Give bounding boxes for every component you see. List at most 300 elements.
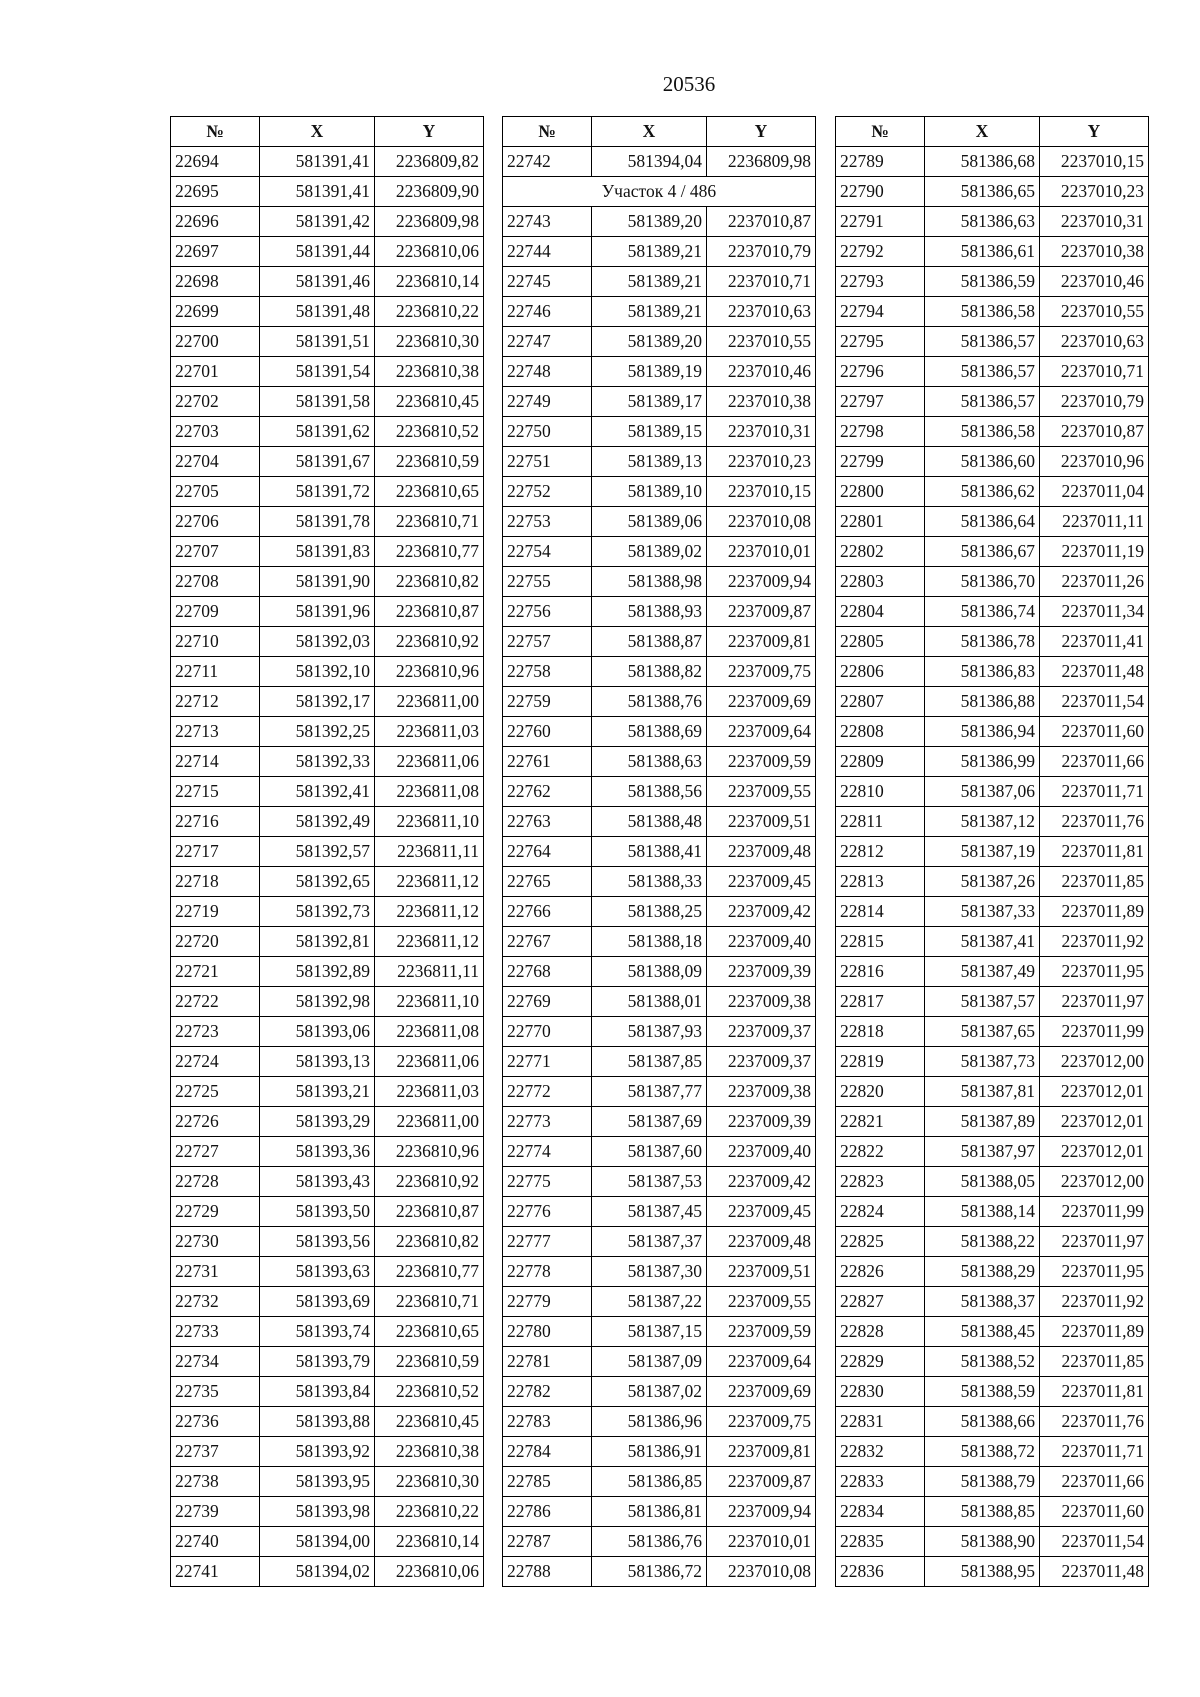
table-row xyxy=(171,1527,484,1557)
table-header-row xyxy=(171,117,484,147)
table-row xyxy=(503,1347,816,1377)
y-coordinate-cell: 2236810,06 xyxy=(375,1557,484,1587)
table-row xyxy=(503,687,816,717)
table-row xyxy=(836,1227,1149,1257)
table-row xyxy=(171,1287,484,1317)
x-coordinate-cell: 581387,19 xyxy=(925,837,1040,867)
x-coordinate-cell: 581392,33 xyxy=(260,747,375,777)
x-coordinate-cell: 581392,41 xyxy=(260,777,375,807)
x-coordinate-cell: 581393,98 xyxy=(260,1497,375,1527)
x-coordinate-cell: 581386,68 xyxy=(925,147,1040,177)
point-number-cell: 22799 xyxy=(836,447,925,477)
y-coordinate-cell: 2237010,55 xyxy=(1040,297,1149,327)
x-coordinate-cell: 581388,76 xyxy=(592,687,707,717)
y-coordinate-cell: 2236810,65 xyxy=(375,477,484,507)
y-coordinate-cell: 2237009,42 xyxy=(707,897,816,927)
point-number-cell: 22787 xyxy=(503,1527,592,1557)
point-number-cell: 22709 xyxy=(171,597,260,627)
y-coordinate-cell: 2236810,06 xyxy=(375,237,484,267)
x-coordinate-cell: 581388,01 xyxy=(592,987,707,1017)
y-coordinate-cell: 2237009,59 xyxy=(707,1317,816,1347)
table-row xyxy=(171,357,484,387)
x-coordinate-cell: 581393,50 xyxy=(260,1197,375,1227)
y-coordinate-cell: 2237009,48 xyxy=(707,1227,816,1257)
table-row xyxy=(503,867,816,897)
x-coordinate-cell: 581386,64 xyxy=(925,507,1040,537)
table-row xyxy=(836,807,1149,837)
table-row xyxy=(503,297,816,327)
point-number-cell: 22834 xyxy=(836,1497,925,1527)
y-coordinate-cell: 2236810,52 xyxy=(375,417,484,447)
point-number-cell: 22808 xyxy=(836,717,925,747)
y-coordinate-cell: 2236811,10 xyxy=(375,987,484,1017)
table-row xyxy=(503,477,816,507)
point-number-cell: 22815 xyxy=(836,927,925,957)
y-coordinate-cell: 2237011,48 xyxy=(1040,657,1149,687)
x-coordinate-cell: 581387,26 xyxy=(925,867,1040,897)
x-coordinate-cell: 581392,73 xyxy=(260,897,375,927)
point-number-cell: 22771 xyxy=(503,1047,592,1077)
y-coordinate-cell: 2236810,77 xyxy=(375,1257,484,1287)
point-number-cell: 22736 xyxy=(171,1407,260,1437)
y-coordinate-cell: 2237010,08 xyxy=(707,1557,816,1587)
point-number-cell: 22724 xyxy=(171,1047,260,1077)
y-coordinate-cell: 2236811,12 xyxy=(375,867,484,897)
point-number-cell: 22756 xyxy=(503,597,592,627)
table-row xyxy=(503,837,816,867)
x-coordinate-cell: 581392,89 xyxy=(260,957,375,987)
y-coordinate-cell: 2237011,60 xyxy=(1040,717,1149,747)
x-coordinate-cell: 581391,90 xyxy=(260,567,375,597)
table-row xyxy=(503,1377,816,1407)
x-coordinate-cell: 581387,12 xyxy=(925,807,1040,837)
x-coordinate-cell: 581389,06 xyxy=(592,507,707,537)
section-row xyxy=(503,177,816,207)
point-number-cell: 22828 xyxy=(836,1317,925,1347)
x-coordinate-cell: 581389,21 xyxy=(592,297,707,327)
table-row xyxy=(503,1557,816,1587)
x-coordinate-cell: 581386,62 xyxy=(925,477,1040,507)
header-number: № xyxy=(836,117,925,147)
point-number-cell: 22786 xyxy=(503,1497,592,1527)
table-row xyxy=(171,927,484,957)
y-coordinate-cell: 2236810,22 xyxy=(375,297,484,327)
y-coordinate-cell: 2236810,92 xyxy=(375,627,484,657)
x-coordinate-cell: 581391,96 xyxy=(260,597,375,627)
y-coordinate-cell: 2237010,01 xyxy=(707,537,816,567)
table-row xyxy=(503,1167,816,1197)
point-number-cell: 22781 xyxy=(503,1347,592,1377)
coordinates-table-left xyxy=(170,116,484,1587)
y-coordinate-cell: 2237010,15 xyxy=(1040,147,1149,177)
point-number-cell: 22734 xyxy=(171,1347,260,1377)
table-row xyxy=(503,1437,816,1467)
table-row xyxy=(171,1017,484,1047)
point-number-cell: 22754 xyxy=(503,537,592,567)
table-row xyxy=(171,237,484,267)
x-coordinate-cell: 581389,20 xyxy=(592,207,707,237)
table-row xyxy=(171,987,484,1017)
y-coordinate-cell: 2237010,87 xyxy=(707,207,816,237)
table-row xyxy=(171,1107,484,1137)
table-header-row xyxy=(503,117,816,147)
y-coordinate-cell: 2237011,76 xyxy=(1040,1407,1149,1437)
table-row xyxy=(836,897,1149,927)
point-number-cell: 22742 xyxy=(503,147,592,177)
table-row xyxy=(836,597,1149,627)
y-coordinate-cell: 2237011,71 xyxy=(1040,1437,1149,1467)
point-number-cell: 22758 xyxy=(503,657,592,687)
table-row xyxy=(171,597,484,627)
point-number-cell: 22711 xyxy=(171,657,260,687)
x-coordinate-cell: 581388,79 xyxy=(925,1467,1040,1497)
point-number-cell: 22703 xyxy=(171,417,260,447)
table-row xyxy=(503,657,816,687)
y-coordinate-cell: 2237011,85 xyxy=(1040,1347,1149,1377)
y-coordinate-cell: 2237011,99 xyxy=(1040,1197,1149,1227)
table-row xyxy=(503,927,816,957)
point-number-cell: 22760 xyxy=(503,717,592,747)
y-coordinate-cell: 2237009,40 xyxy=(707,1137,816,1167)
y-coordinate-cell: 2237009,55 xyxy=(707,777,816,807)
x-coordinate-cell: 581386,72 xyxy=(592,1557,707,1587)
x-coordinate-cell: 581387,45 xyxy=(592,1197,707,1227)
point-number-cell: 22737 xyxy=(171,1437,260,1467)
x-coordinate-cell: 581386,63 xyxy=(925,207,1040,237)
x-coordinate-cell: 581387,22 xyxy=(592,1287,707,1317)
x-coordinate-cell: 581387,93 xyxy=(592,1017,707,1047)
y-coordinate-cell: 2237009,64 xyxy=(707,1347,816,1377)
point-number-cell: 22789 xyxy=(836,147,925,177)
x-coordinate-cell: 581386,65 xyxy=(925,177,1040,207)
y-coordinate-cell: 2237010,55 xyxy=(707,327,816,357)
table-row xyxy=(171,147,484,177)
point-number-cell: 22716 xyxy=(171,807,260,837)
x-coordinate-cell: 581387,06 xyxy=(925,777,1040,807)
y-coordinate-cell: 2236810,14 xyxy=(375,267,484,297)
table-row xyxy=(171,1467,484,1497)
x-coordinate-cell: 581391,58 xyxy=(260,387,375,417)
table-row xyxy=(503,327,816,357)
point-number-cell: 22694 xyxy=(171,147,260,177)
x-coordinate-cell: 581392,81 xyxy=(260,927,375,957)
point-number-cell: 22712 xyxy=(171,687,260,717)
x-coordinate-cell: 581387,89 xyxy=(925,1107,1040,1137)
y-coordinate-cell: 2237010,31 xyxy=(707,417,816,447)
point-number-cell: 22831 xyxy=(836,1407,925,1437)
table-row xyxy=(836,717,1149,747)
table-row xyxy=(171,687,484,717)
point-number-cell: 22759 xyxy=(503,687,592,717)
coordinates-table-middle xyxy=(502,116,816,1587)
table-row xyxy=(836,267,1149,297)
point-number-cell: 22836 xyxy=(836,1557,925,1587)
point-number-cell: 22764 xyxy=(503,837,592,867)
table-row xyxy=(836,207,1149,237)
point-number-cell: 22707 xyxy=(171,537,260,567)
x-coordinate-cell: 581386,99 xyxy=(925,747,1040,777)
y-coordinate-cell: 2237009,59 xyxy=(707,747,816,777)
table-row xyxy=(836,1527,1149,1557)
table-row xyxy=(836,1137,1149,1167)
point-number-cell: 22820 xyxy=(836,1077,925,1107)
x-coordinate-cell: 581386,58 xyxy=(925,417,1040,447)
table-row xyxy=(836,1557,1149,1587)
table-row xyxy=(503,537,816,567)
point-number-cell: 22765 xyxy=(503,867,592,897)
point-number-cell: 22809 xyxy=(836,747,925,777)
x-coordinate-cell: 581388,63 xyxy=(592,747,707,777)
point-number-cell: 22795 xyxy=(836,327,925,357)
table-row xyxy=(836,417,1149,447)
y-coordinate-cell: 2237011,34 xyxy=(1040,597,1149,627)
y-coordinate-cell: 2237012,01 xyxy=(1040,1107,1149,1137)
table-row xyxy=(836,1197,1149,1227)
y-coordinate-cell: 2237011,41 xyxy=(1040,627,1149,657)
table-row xyxy=(503,1527,816,1557)
x-coordinate-cell: 581392,98 xyxy=(260,987,375,1017)
table-row xyxy=(836,537,1149,567)
point-number-cell: 22746 xyxy=(503,297,592,327)
y-coordinate-cell: 2236810,87 xyxy=(375,597,484,627)
x-coordinate-cell: 581391,48 xyxy=(260,297,375,327)
x-coordinate-cell: 581386,59 xyxy=(925,267,1040,297)
x-coordinate-cell: 581388,05 xyxy=(925,1167,1040,1197)
point-number-cell: 22695 xyxy=(171,177,260,207)
y-coordinate-cell: 2237010,63 xyxy=(1040,327,1149,357)
table-row xyxy=(836,777,1149,807)
page-number: 20536 xyxy=(662,72,716,96)
table-row xyxy=(171,1437,484,1467)
y-coordinate-cell: 2237010,96 xyxy=(1040,447,1149,477)
x-coordinate-cell: 581393,21 xyxy=(260,1077,375,1107)
x-coordinate-cell: 581386,58 xyxy=(925,297,1040,327)
point-number-cell: 22830 xyxy=(836,1377,925,1407)
x-coordinate-cell: 581386,78 xyxy=(925,627,1040,657)
point-number-cell: 22832 xyxy=(836,1437,925,1467)
point-number-cell: 22775 xyxy=(503,1167,592,1197)
point-number-cell: 22761 xyxy=(503,747,592,777)
y-coordinate-cell: 2237012,01 xyxy=(1040,1137,1149,1167)
x-coordinate-cell: 581388,66 xyxy=(925,1407,1040,1437)
x-coordinate-cell: 581388,90 xyxy=(925,1527,1040,1557)
x-coordinate-cell: 581389,20 xyxy=(592,327,707,357)
point-number-cell: 22735 xyxy=(171,1377,260,1407)
y-coordinate-cell: 2236810,71 xyxy=(375,507,484,537)
y-coordinate-cell: 2236810,77 xyxy=(375,537,484,567)
y-coordinate-cell: 2236811,12 xyxy=(375,927,484,957)
table-row xyxy=(171,1167,484,1197)
y-coordinate-cell: 2237009,94 xyxy=(707,567,816,597)
table-row xyxy=(171,1497,484,1527)
x-coordinate-cell: 581389,10 xyxy=(592,477,707,507)
y-coordinate-cell: 2236811,12 xyxy=(375,897,484,927)
x-coordinate-cell: 581393,69 xyxy=(260,1287,375,1317)
table-row xyxy=(836,297,1149,327)
x-coordinate-cell: 581391,44 xyxy=(260,237,375,267)
y-coordinate-cell: 2236810,96 xyxy=(375,1137,484,1167)
table-row xyxy=(503,1047,816,1077)
point-number-cell: 22719 xyxy=(171,897,260,927)
y-coordinate-cell: 2236811,11 xyxy=(375,837,484,867)
x-coordinate-cell: 581393,84 xyxy=(260,1377,375,1407)
point-number-cell: 22740 xyxy=(171,1527,260,1557)
point-number-cell: 22705 xyxy=(171,477,260,507)
table-row xyxy=(171,537,484,567)
y-coordinate-cell: 2237010,08 xyxy=(707,507,816,537)
table-row xyxy=(171,207,484,237)
x-coordinate-cell: 581391,41 xyxy=(260,177,375,207)
point-number-cell: 22718 xyxy=(171,867,260,897)
x-coordinate-cell: 581386,57 xyxy=(925,387,1040,417)
point-number-cell: 22793 xyxy=(836,267,925,297)
x-coordinate-cell: 581391,62 xyxy=(260,417,375,447)
table-row xyxy=(836,387,1149,417)
point-number-cell: 22827 xyxy=(836,1287,925,1317)
y-coordinate-cell: 2237011,54 xyxy=(1040,687,1149,717)
y-coordinate-cell: 2236810,87 xyxy=(375,1197,484,1227)
y-coordinate-cell: 2237012,00 xyxy=(1040,1047,1149,1077)
x-coordinate-cell: 581393,79 xyxy=(260,1347,375,1377)
x-coordinate-cell: 581389,15 xyxy=(592,417,707,447)
point-number-cell: 22747 xyxy=(503,327,592,357)
y-coordinate-cell: 2236810,92 xyxy=(375,1167,484,1197)
table-row xyxy=(503,1317,816,1347)
point-number-cell: 22726 xyxy=(171,1107,260,1137)
y-coordinate-cell: 2237011,48 xyxy=(1040,1557,1149,1587)
table-row xyxy=(836,1407,1149,1437)
x-coordinate-cell: 581388,09 xyxy=(592,957,707,987)
point-number-cell: 22704 xyxy=(171,447,260,477)
y-coordinate-cell: 2236810,59 xyxy=(375,1347,484,1377)
x-coordinate-cell: 581391,83 xyxy=(260,537,375,567)
x-coordinate-cell: 581393,63 xyxy=(260,1257,375,1287)
table-row xyxy=(503,987,816,1017)
point-number-cell: 22772 xyxy=(503,1077,592,1107)
y-coordinate-cell: 2237011,89 xyxy=(1040,1317,1149,1347)
point-number-cell: 22714 xyxy=(171,747,260,777)
y-coordinate-cell: 2236811,00 xyxy=(375,1107,484,1137)
table-row xyxy=(836,927,1149,957)
point-number-cell: 22722 xyxy=(171,987,260,1017)
x-coordinate-cell: 581388,93 xyxy=(592,597,707,627)
y-coordinate-cell: 2237010,63 xyxy=(707,297,816,327)
point-number-cell: 22728 xyxy=(171,1167,260,1197)
table-row xyxy=(836,357,1149,387)
y-coordinate-cell: 2237009,81 xyxy=(707,1437,816,1467)
x-coordinate-cell: 581393,56 xyxy=(260,1227,375,1257)
y-coordinate-cell: 2237009,39 xyxy=(707,1107,816,1137)
table-row xyxy=(171,1257,484,1287)
y-coordinate-cell: 2237011,97 xyxy=(1040,987,1149,1017)
table-row xyxy=(171,867,484,897)
table-row xyxy=(171,1077,484,1107)
table-row xyxy=(836,687,1149,717)
table-row xyxy=(503,1407,816,1437)
x-coordinate-cell: 581386,96 xyxy=(592,1407,707,1437)
y-coordinate-cell: 2236810,71 xyxy=(375,1287,484,1317)
x-coordinate-cell: 581387,85 xyxy=(592,1047,707,1077)
x-coordinate-cell: 581393,36 xyxy=(260,1137,375,1167)
table-row xyxy=(836,627,1149,657)
table-row xyxy=(836,957,1149,987)
y-coordinate-cell: 2237011,92 xyxy=(1040,927,1149,957)
table-row xyxy=(836,177,1149,207)
x-coordinate-cell: 581386,83 xyxy=(925,657,1040,687)
table-row xyxy=(836,1257,1149,1287)
table-row xyxy=(503,597,816,627)
y-coordinate-cell: 2236810,30 xyxy=(375,327,484,357)
point-number-cell: 22801 xyxy=(836,507,925,537)
point-number-cell: 22717 xyxy=(171,837,260,867)
point-number-cell: 22785 xyxy=(503,1467,592,1497)
y-coordinate-cell: 2237011,11 xyxy=(1040,507,1149,537)
point-number-cell: 22697 xyxy=(171,237,260,267)
point-number-cell: 22811 xyxy=(836,807,925,837)
point-number-cell: 22818 xyxy=(836,1017,925,1047)
table-row xyxy=(503,147,816,177)
x-coordinate-cell: 581391,42 xyxy=(260,207,375,237)
table-row xyxy=(171,657,484,687)
table-row xyxy=(503,507,816,537)
x-coordinate-cell: 581388,52 xyxy=(925,1347,1040,1377)
y-coordinate-cell: 2237011,71 xyxy=(1040,777,1149,807)
table-row xyxy=(836,1467,1149,1497)
point-number-cell: 22794 xyxy=(836,297,925,327)
y-coordinate-cell: 2237011,97 xyxy=(1040,1227,1149,1257)
x-coordinate-cell: 581393,06 xyxy=(260,1017,375,1047)
point-number-cell: 22778 xyxy=(503,1257,592,1287)
table-row xyxy=(836,1377,1149,1407)
x-coordinate-cell: 581394,04 xyxy=(592,147,707,177)
y-coordinate-cell: 2237011,81 xyxy=(1040,1377,1149,1407)
x-coordinate-cell: 581391,72 xyxy=(260,477,375,507)
header-number: № xyxy=(171,117,260,147)
x-coordinate-cell: 581389,21 xyxy=(592,237,707,267)
point-number-cell: 22806 xyxy=(836,657,925,687)
x-coordinate-cell: 581389,21 xyxy=(592,267,707,297)
y-coordinate-cell: 2236809,98 xyxy=(375,207,484,237)
y-coordinate-cell: 2237009,38 xyxy=(707,1077,816,1107)
table-row xyxy=(171,1227,484,1257)
y-coordinate-cell: 2237009,37 xyxy=(707,1017,816,1047)
table-row xyxy=(171,417,484,447)
point-number-cell: 22800 xyxy=(836,477,925,507)
x-coordinate-cell: 581386,57 xyxy=(925,357,1040,387)
point-number-cell: 22730 xyxy=(171,1227,260,1257)
table-row xyxy=(503,1257,816,1287)
y-coordinate-cell: 2237011,81 xyxy=(1040,837,1149,867)
y-coordinate-cell: 2236811,11 xyxy=(375,957,484,987)
x-coordinate-cell: 581389,02 xyxy=(592,537,707,567)
x-coordinate-cell: 581387,73 xyxy=(925,1047,1040,1077)
table-header-row xyxy=(836,117,1149,147)
table-row xyxy=(503,387,816,417)
y-coordinate-cell: 2237010,46 xyxy=(1040,267,1149,297)
x-coordinate-cell: 581388,14 xyxy=(925,1197,1040,1227)
point-number-cell: 22773 xyxy=(503,1107,592,1137)
y-coordinate-cell: 2237011,95 xyxy=(1040,957,1149,987)
table-row xyxy=(171,507,484,537)
point-number-cell: 22739 xyxy=(171,1497,260,1527)
point-number-cell: 22751 xyxy=(503,447,592,477)
point-number-cell: 22802 xyxy=(836,537,925,567)
point-number-cell: 22829 xyxy=(836,1347,925,1377)
table-row xyxy=(171,1197,484,1227)
point-number-cell: 22835 xyxy=(836,1527,925,1557)
x-coordinate-cell: 581394,00 xyxy=(260,1527,375,1557)
x-coordinate-cell: 581391,67 xyxy=(260,447,375,477)
